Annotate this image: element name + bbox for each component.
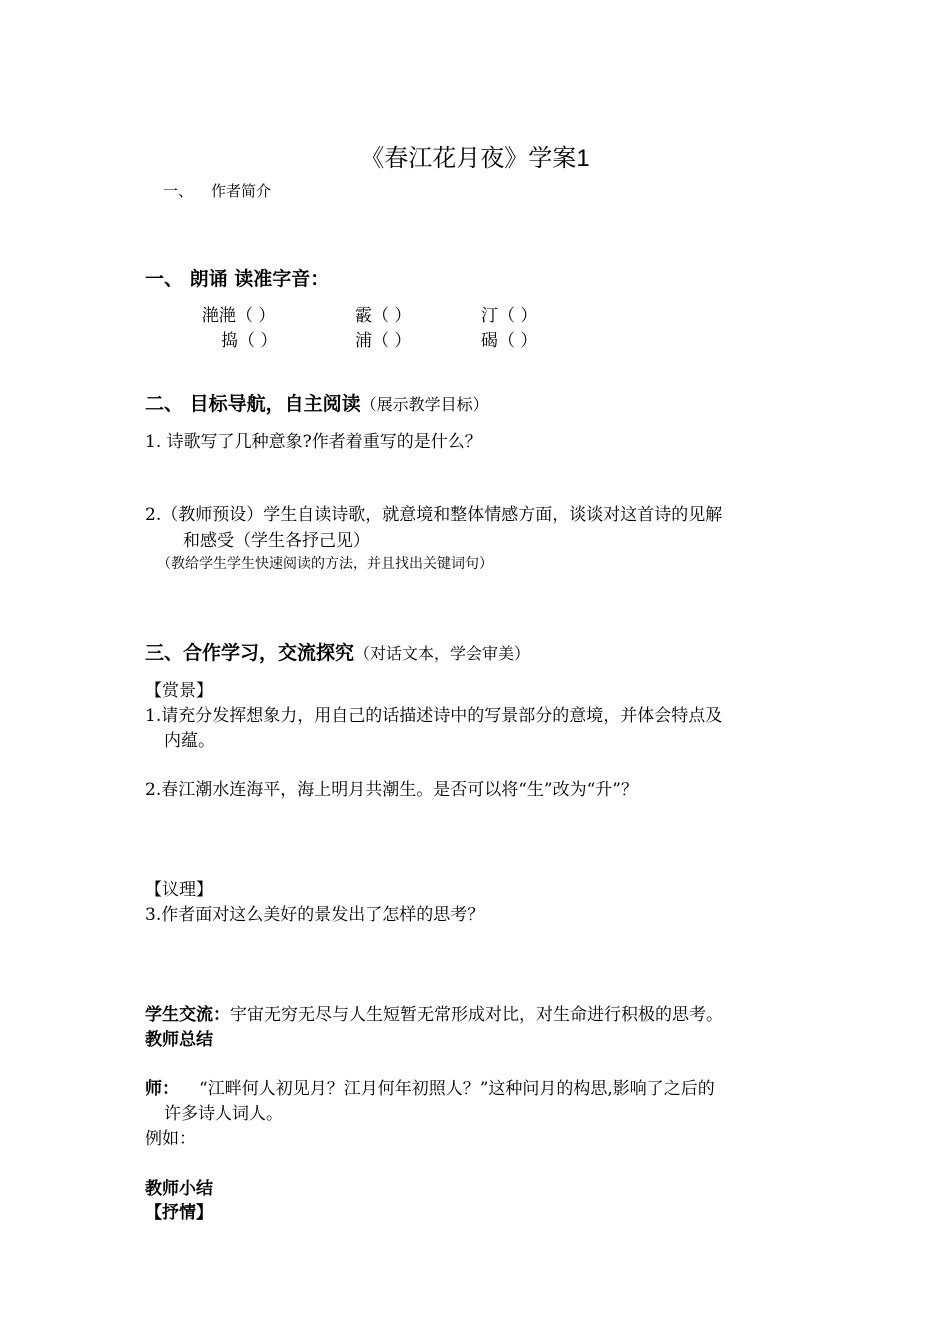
shi-line1: “江畔何人初见月？江月何年初照人？”这种问月的构思,影响了之后的 (199, 1079, 715, 1099)
pinyin-item: 汀（ ） (481, 306, 538, 326)
title-number: 1 (576, 145, 590, 172)
page-title (0, 138, 950, 173)
section3-heading-text: 三、合作学习，交流探究 (145, 642, 355, 664)
section2-heading-text: 二、 目标导航，自主阅读 (145, 393, 361, 415)
section3-question-2: 2.春江潮水连海平，海上明月共潮生。是否可以将“生”改为“升”？ (145, 780, 638, 800)
question-1: 1. 诗歌写了几种意象?作者着重写的是什么？ (145, 432, 482, 452)
question-2-line1: 2.（教师预设）学生自读诗歌，就意境和整体情感方面，谈谈对这首诗的见解 (145, 505, 723, 525)
section1-heading: 一、 朗诵 读准字音： (145, 268, 330, 290)
section3-question-1-line2: 内蕴。 (164, 731, 215, 751)
student-exchange-text: 宇宙无穷无尽与人生短暂无常形成对比，对生命进行积极的思考。 (230, 1005, 723, 1025)
student-exchange-label: 学生交流： (145, 1005, 230, 1025)
section2-heading (145, 389, 489, 416)
yili-label: 【议理】 (145, 880, 213, 900)
pinyin-item: 霰（ ） (355, 306, 412, 326)
title-text: 《春江花月夜》学案 (360, 144, 577, 172)
pinyin-item: 捣（ ） (221, 331, 278, 351)
section0-number: 一、 (163, 182, 194, 200)
section3-heading (145, 638, 530, 665)
section3-question-1-line1: 1.请充分发挥想象力，用自己的话描述诗中的写景部分的意境，并体会特点及 (145, 706, 723, 726)
section3-question-3: 3.作者面对这么美好的景发出了怎样的思考？ (145, 905, 485, 925)
shangjing-label: 【赏景】 (145, 681, 213, 701)
section2-note: （展示教学目标） (360, 395, 489, 414)
teacher-summary-label: 教师总结 (145, 1030, 213, 1050)
shi-label: 师： (145, 1079, 179, 1099)
section0-label: 作者简介 (211, 182, 272, 200)
shuqing-label: 【抒情】 (145, 1203, 213, 1223)
pinyin-item: 碣（ ） (481, 331, 538, 351)
teacher-conclusion-label: 教师小结 (145, 1179, 213, 1199)
section3-note: （对话文本，学会审美） (354, 644, 531, 663)
example-label: 例如： (145, 1129, 196, 1149)
shi-line2: 许多诗人词人。 (164, 1104, 283, 1124)
question-2-note: （教给学生学生快速阅读的方法，并且找出关键词句） (157, 556, 493, 572)
pinyin-item: 浦（ ） (355, 331, 412, 351)
student-exchange (145, 1000, 723, 1025)
pinyin-item: 滟滟（ ） (202, 306, 276, 326)
question-2-line2: 和感受（学生各抒己见） (183, 531, 370, 551)
